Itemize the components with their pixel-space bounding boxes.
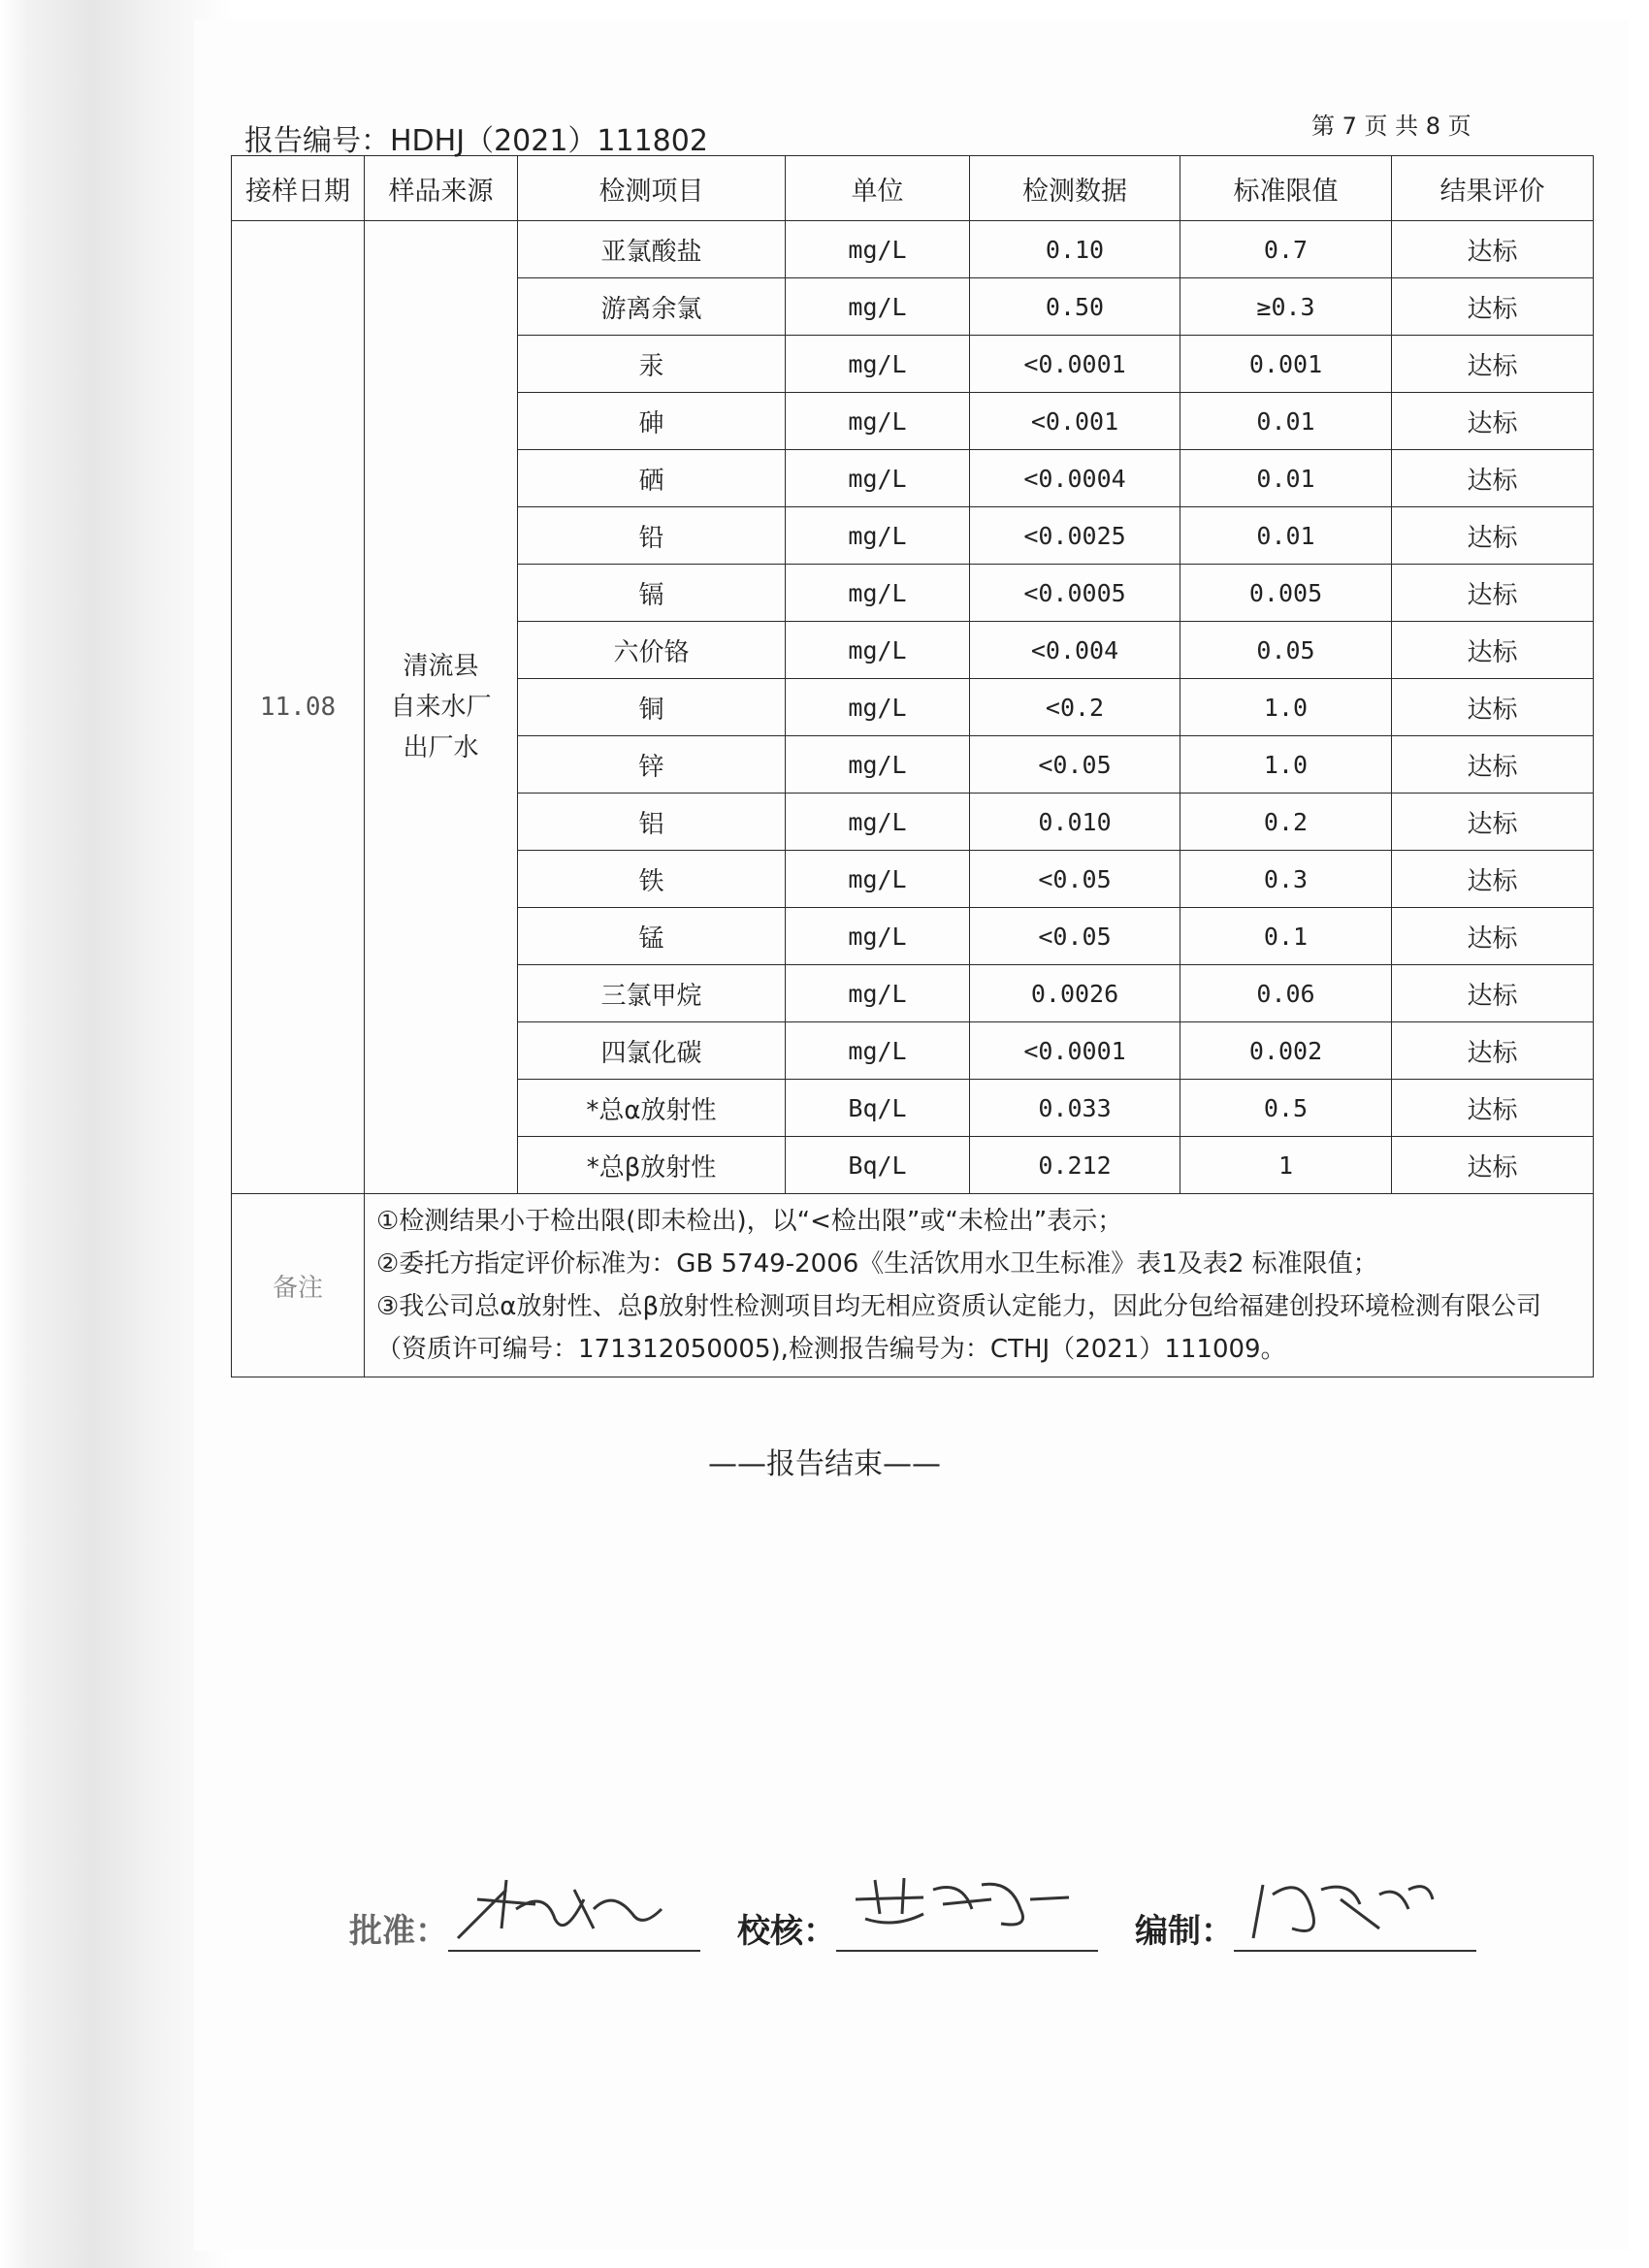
standard-limit: 0.01 bbox=[1180, 393, 1392, 450]
result-evaluation: 达标 bbox=[1392, 1080, 1594, 1137]
standard-limit: 0.01 bbox=[1180, 450, 1392, 507]
unit: mg/L bbox=[786, 736, 970, 794]
test-value: <0.004 bbox=[970, 622, 1180, 679]
notes-content bbox=[365, 1194, 1594, 1377]
test-value: 0.010 bbox=[970, 794, 1180, 851]
standard-limit: 0.2 bbox=[1180, 794, 1392, 851]
standard-limit: ≥0.3 bbox=[1180, 278, 1392, 336]
test-value: 0.033 bbox=[970, 1080, 1180, 1137]
review-signature-line bbox=[836, 1882, 1098, 1952]
result-evaluation: 达标 bbox=[1392, 565, 1594, 622]
test-value: <0.0001 bbox=[970, 1022, 1180, 1080]
approve-label: 批准： bbox=[349, 1912, 448, 1951]
unit: mg/L bbox=[786, 221, 970, 278]
test-item: 游离余氯 bbox=[518, 278, 786, 336]
test-value: <0.0001 bbox=[970, 336, 1180, 393]
standard-limit: 0.06 bbox=[1180, 965, 1392, 1022]
result-evaluation: 达标 bbox=[1392, 679, 1594, 736]
table-header-row bbox=[232, 156, 1594, 221]
result-evaluation: 达标 bbox=[1392, 221, 1594, 278]
standard-limit: 0.002 bbox=[1180, 1022, 1392, 1080]
test-item: 铅 bbox=[518, 507, 786, 565]
notes-row bbox=[232, 1194, 1594, 1377]
test-item: 锌 bbox=[518, 736, 786, 794]
test-value: <0.05 bbox=[970, 908, 1180, 965]
test-value: <0.2 bbox=[970, 679, 1180, 736]
test-item: 铜 bbox=[518, 679, 786, 736]
test-item: 三氯甲烷 bbox=[518, 965, 786, 1022]
test-value: 0.10 bbox=[970, 221, 1180, 278]
standard-limit: 0.7 bbox=[1180, 221, 1392, 278]
result-evaluation: 达标 bbox=[1392, 393, 1594, 450]
test-value: <0.0004 bbox=[970, 450, 1180, 507]
unit: mg/L bbox=[786, 393, 970, 450]
test-item: 四氯化碳 bbox=[518, 1022, 786, 1080]
unit: mg/L bbox=[786, 965, 970, 1022]
standard-limit: 1.0 bbox=[1180, 736, 1392, 794]
test-item: 汞 bbox=[518, 336, 786, 393]
test-item: *总α放射性 bbox=[518, 1080, 786, 1137]
test-item: 六价铬 bbox=[518, 622, 786, 679]
signature-row bbox=[349, 1882, 1513, 1960]
note-line: ②委托方指定评价标准为：GB 5749-2006《生活饮用水卫生标准》表1及表2 标准限值； bbox=[376, 1249, 1378, 1279]
unit: mg/L bbox=[786, 908, 970, 965]
prepare-signature-icon bbox=[1234, 1870, 1467, 1948]
note-line: ③我公司总α放射性、总β放射性检测项目均无相应资质认定能力，因此分包给福建创投环境检测有限公司（资质许可编号：171312050005),检测报告编号为：CTHJ（2021）111009。 bbox=[376, 1292, 1542, 1364]
prepare-signature-block bbox=[1135, 1882, 1476, 1952]
standard-limit: 1.0 bbox=[1180, 679, 1392, 736]
test-value: <0.001 bbox=[970, 393, 1180, 450]
result-evaluation: 达标 bbox=[1392, 794, 1594, 851]
result-evaluation: 达标 bbox=[1392, 851, 1594, 908]
standard-limit: 0.001 bbox=[1180, 336, 1392, 393]
test-value: 0.212 bbox=[970, 1137, 1180, 1194]
test-value: 0.50 bbox=[970, 278, 1180, 336]
prepare-label: 编制： bbox=[1135, 1912, 1234, 1951]
result-evaluation: 达标 bbox=[1392, 908, 1594, 965]
test-item: 硒 bbox=[518, 450, 786, 507]
result-evaluation: 达标 bbox=[1392, 965, 1594, 1022]
review-label: 校核： bbox=[737, 1912, 836, 1951]
test-item: 铁 bbox=[518, 851, 786, 908]
col-header-unit: 单位 bbox=[786, 156, 970, 221]
page-number: 第 7 页 共 8 页 bbox=[1311, 113, 1471, 140]
standard-limit: 1 bbox=[1180, 1137, 1392, 1194]
unit: mg/L bbox=[786, 450, 970, 507]
col-header-item: 检测项目 bbox=[518, 156, 786, 221]
test-item: 锰 bbox=[518, 908, 786, 965]
unit: mg/L bbox=[786, 278, 970, 336]
col-header-value: 检测数据 bbox=[970, 156, 1180, 221]
standard-limit: 0.1 bbox=[1180, 908, 1392, 965]
unit: Bq/L bbox=[786, 1137, 970, 1194]
sample-date: 11.08 bbox=[232, 221, 365, 1194]
results-table bbox=[231, 155, 1594, 1377]
col-header-source: 样品来源 bbox=[365, 156, 518, 221]
unit: mg/L bbox=[786, 507, 970, 565]
result-evaluation: 达标 bbox=[1392, 336, 1594, 393]
test-item: *总β放射性 bbox=[518, 1137, 786, 1194]
result-evaluation: 达标 bbox=[1392, 450, 1594, 507]
unit: Bq/L bbox=[786, 1080, 970, 1137]
test-value: <0.05 bbox=[970, 851, 1180, 908]
sample-source-line: 自来水厂 bbox=[390, 693, 492, 722]
test-item: 铝 bbox=[518, 794, 786, 851]
unit: mg/L bbox=[786, 622, 970, 679]
result-evaluation: 达标 bbox=[1392, 1137, 1594, 1194]
approve-signature-line bbox=[448, 1882, 700, 1952]
result-evaluation: 达标 bbox=[1392, 1022, 1594, 1080]
test-item: 砷 bbox=[518, 393, 786, 450]
unit: mg/L bbox=[786, 336, 970, 393]
report-number: 报告编号：HDHJ（2021）111802 bbox=[244, 124, 708, 158]
result-evaluation: 达标 bbox=[1392, 622, 1594, 679]
standard-limit: 0.005 bbox=[1180, 565, 1392, 622]
approve-signature-icon bbox=[448, 1870, 681, 1948]
standard-limit: 0.05 bbox=[1180, 622, 1392, 679]
sample-source-line: 清流县 bbox=[403, 652, 479, 681]
unit: mg/L bbox=[786, 851, 970, 908]
approve-signature-block bbox=[349, 1882, 700, 1952]
unit: mg/L bbox=[786, 679, 970, 736]
result-evaluation: 达标 bbox=[1392, 278, 1594, 336]
col-header-limit: 标准限值 bbox=[1180, 156, 1392, 221]
test-item: 镉 bbox=[518, 565, 786, 622]
unit: mg/L bbox=[786, 565, 970, 622]
notes-label: 备注 bbox=[232, 1194, 365, 1377]
standard-limit: 0.01 bbox=[1180, 507, 1392, 565]
prepare-signature-line bbox=[1234, 1882, 1476, 1952]
standard-limit: 0.3 bbox=[1180, 851, 1392, 908]
result-evaluation: 达标 bbox=[1392, 507, 1594, 565]
col-header-result: 结果评价 bbox=[1392, 156, 1594, 221]
sample-source bbox=[365, 221, 518, 1194]
standard-limit: 0.5 bbox=[1180, 1080, 1392, 1137]
unit: mg/L bbox=[786, 794, 970, 851]
test-value: <0.05 bbox=[970, 736, 1180, 794]
col-header-date: 接样日期 bbox=[232, 156, 365, 221]
test-value: <0.0025 bbox=[970, 507, 1180, 565]
test-item: 亚氯酸盐 bbox=[518, 221, 786, 278]
result-evaluation: 达标 bbox=[1392, 736, 1594, 794]
report-end-marker: ——报告结束—— bbox=[708, 1447, 941, 1481]
sample-source-line: 出厂水 bbox=[403, 733, 479, 762]
review-signature-icon bbox=[836, 1870, 1088, 1948]
table-row bbox=[232, 221, 1594, 278]
test-value: 0.0026 bbox=[970, 965, 1180, 1022]
test-value: <0.0005 bbox=[970, 565, 1180, 622]
review-signature-block bbox=[737, 1882, 1098, 1952]
unit: mg/L bbox=[786, 1022, 970, 1080]
note-line: ①检测结果小于检出限(即未检出)，以“<检出限”或“未检出”表示； bbox=[376, 1207, 1123, 1236]
